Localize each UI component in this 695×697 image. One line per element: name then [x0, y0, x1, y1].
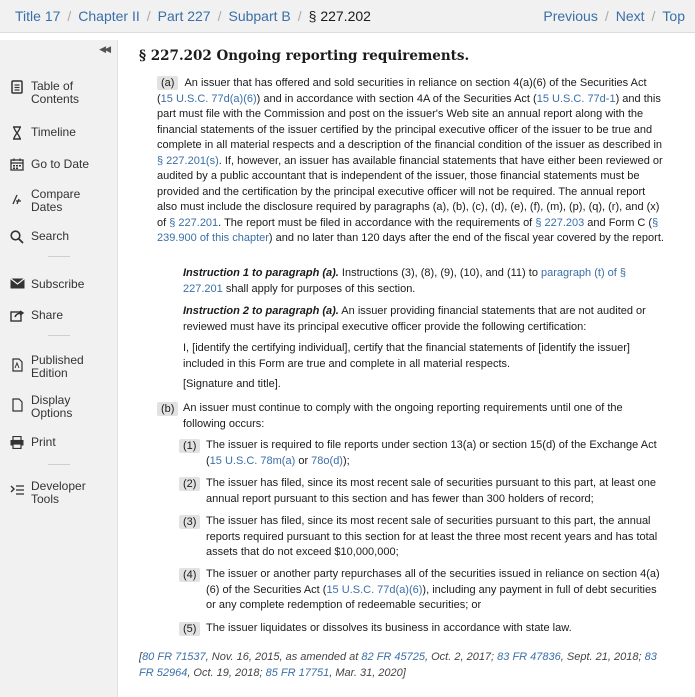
paragraph-text: The issuer or another party repurchases all of the securities issued in reliance on section 4(a)(6) of the Securities Act ( [206, 568, 660, 596]
sidebar-item-timeline[interactable] [8, 126, 114, 140]
sidebar-item-search[interactable] [8, 230, 114, 244]
collapse-sidebar-icon[interactable]: ◀◀ [99, 44, 109, 54]
citation-link[interactable]: 15 U.S.C. 77d-1 [536, 92, 616, 105]
paragraph-text: ) and in accordance with section 4A of the Securities Act ( [256, 92, 537, 105]
citation-link[interactable]: § 227.203 [535, 216, 585, 229]
paragraph-text: ) and no later than 120 days after the end of the fiscal year covered by the report. [268, 232, 664, 244]
paragraph-text: The issuer has filed, since its most recent sale of securities pursuant to this part, the annual reports required pursuant to this section for at least the three most recent years and has total assets that do not exceed $10,000,000; [206, 515, 658, 558]
search-icon [8, 230, 26, 244]
instruction-1 [183, 266, 665, 297]
breadcrumb-separator: / [297, 8, 302, 24]
sidebar-label: Contents [31, 92, 80, 106]
paragraph-text: The issuer liquidates or dissolves its business in accordance with state law. [206, 622, 572, 634]
sidebar-item-share[interactable] [8, 309, 114, 322]
paragraph-b-5 [179, 621, 665, 637]
sidebar-label: Subscribe [31, 277, 85, 291]
sidebar-item-compare-dates[interactable] [8, 188, 114, 214]
pdf-document-icon [8, 358, 26, 372]
sidebar-label: Search [31, 229, 70, 243]
source-text: , Oct. 2, 2017; [425, 651, 498, 663]
sidebar-label: Published [31, 353, 84, 367]
paragraph-label: (1) [179, 439, 200, 453]
paragraph-text: . If, however, an issuer has available financial statements that have either been reviewed or audited by a public accountant that is independent of the issuer, those financial statements must be provided and the certification by the principal executive officer will not be required. The annual report also must include the disclosure required by paragraphs (a), (b), (c), (d), (e), (f), (m), (p), (q), (r), and (x) of [157, 154, 663, 229]
citation-link[interactable]: § 227.201 [169, 216, 219, 229]
paragraph-text: An issuer that has offered and sold securities in reliance on section 4(a)(6) of the Securities Act ( [157, 77, 647, 105]
citation-link[interactable]: 78o(d) [311, 454, 343, 467]
source-text: [ [139, 651, 143, 663]
paragraph-label: (b) [157, 402, 178, 416]
citation-link[interactable]: 15 U.S.C. 78m(a) [209, 454, 296, 467]
paragraph-label: (a) [157, 76, 178, 90]
paragraph-b-4 [179, 567, 665, 614]
paragraph-label: (4) [179, 568, 200, 582]
sidebar-label: Print [31, 435, 56, 449]
breadcrumb [15, 8, 371, 24]
sidebar-item-display-options[interactable] [8, 394, 114, 420]
sidebar-label: Tools [31, 492, 60, 506]
instruction-text: Instructions (3), (8), (9), (10), and (11) to [338, 267, 542, 279]
paragraph-b-2 [179, 476, 665, 507]
fr-citation-link[interactable]: 83 FR 52964 [139, 651, 657, 679]
previous-link[interactable]: Previous [543, 8, 598, 24]
fr-citation-link[interactable]: 83 FR 47836 [497, 651, 561, 663]
top-link[interactable]: Top [662, 8, 685, 24]
paragraph-b [157, 401, 665, 432]
paragraph-text: or [295, 454, 312, 467]
breadcrumb-chapter[interactable]: Chapter II [78, 8, 140, 24]
breadcrumb-separator: / [146, 8, 151, 24]
sidebar-label: Table of [31, 79, 74, 93]
signature-line: [Signature and title]. [183, 378, 281, 390]
paragraph-b-1 [179, 438, 665, 469]
citation-link[interactable]: 15 U.S.C. 77d(a)(6) [160, 92, 257, 105]
paragraph-text: . The report must be filed in accordance with the requirements of [218, 216, 536, 229]
sidebar-label: Display [31, 393, 71, 407]
table-of-contents-icon [8, 80, 26, 94]
citation-link[interactable]: paragraph (t) of § 227.201 [183, 267, 627, 295]
sidebar-label: Developer [31, 479, 86, 493]
sidebar-label: Options [31, 406, 73, 420]
breadcrumb-current: § 227.202 [308, 8, 371, 24]
sidebar-item-go-to-date[interactable] [8, 158, 114, 171]
paragraph-a [157, 76, 665, 247]
paragraph-text: ); [342, 454, 350, 467]
breadcrumb-subpart[interactable]: Subpart B [228, 8, 291, 24]
printer-icon [8, 436, 26, 449]
sidebar [0, 40, 118, 697]
citation-link[interactable]: § 227.201(s) [157, 154, 219, 167]
breadcrumb-separator: / [67, 8, 72, 24]
section-content [139, 48, 679, 64]
sidebar-label: Go to Date [31, 157, 90, 171]
instruction-heading: Instruction 1 to paragraph (a). [183, 267, 339, 279]
section-title: § 227.202 Ongoing reporting requirements. [139, 48, 470, 64]
sidebar-item-developer-tools[interactable] [8, 480, 114, 506]
sidebar-label: Edition [31, 366, 68, 380]
paragraph-label: (3) [179, 515, 200, 529]
share-icon [8, 309, 26, 322]
sidebar-label: Dates [31, 200, 63, 214]
document-icon [8, 398, 26, 412]
pager-separator: / [604, 8, 609, 24]
fr-citation-link[interactable]: 82 FR 45725 [361, 651, 426, 663]
compare-icon [8, 193, 26, 205]
fr-citation-link[interactable]: 80 FR 71537 [142, 651, 206, 663]
instruction-text: shall apply for purposes of this section. [222, 282, 416, 295]
source-text: , Oct. 19, 2018; [187, 666, 266, 679]
sidebar-item-subscribe[interactable] [8, 278, 114, 291]
citation-link[interactable]: 15 U.S.C. 77d(a)(6) [326, 583, 423, 596]
breadcrumb-title[interactable]: Title 17 [15, 8, 61, 24]
sidebar-label: Compare [31, 187, 81, 201]
sidebar-item-table-of-contents[interactable] [8, 80, 114, 106]
sidebar-item-print[interactable] [8, 436, 114, 449]
instruction-text: An issuer providing financial statements that are not audited or reviewed must have its principal executive officer provide the following certification: [183, 305, 646, 333]
paragraph-label: (2) [179, 477, 200, 491]
sidebar-item-published-edition[interactable] [8, 354, 114, 380]
pager-separator: / [651, 8, 656, 24]
source-citation [139, 650, 674, 681]
hourglass-icon [8, 126, 26, 140]
sidebar-divider [48, 335, 70, 336]
sidebar-label: Timeline [31, 125, 76, 139]
paragraph-text: and Form C ( [584, 216, 653, 229]
breadcrumb-separator: / [217, 8, 222, 24]
sidebar-label: Share [31, 308, 64, 322]
calendar-icon [8, 158, 26, 171]
paragraph-text: ), including any payment in full of debt securities or any complete redemption of redeemable securities; or [206, 583, 657, 611]
next-link[interactable]: Next [615, 8, 645, 24]
paragraph-b-3 [179, 514, 665, 561]
breadcrumb-part[interactable]: Part 227 [157, 8, 211, 24]
paragraph-text: The issuer is required to file reports under section 13(a) or section 15(d) of the Exchange Act ( [206, 439, 657, 467]
section-pager [543, 8, 685, 24]
instruction-heading: Instruction 2 to paragraph (a). [183, 305, 339, 317]
sidebar-divider [48, 256, 70, 257]
developer-tools-icon [8, 484, 26, 496]
paragraph-text: ) and this part must file with the Commission and post on the issuer's Web site an annual report along with the financial statements of the issuer certified by the principal executive officer of the issuer to be true and complete in all material respects and a description of the financial condition of the issuer as described in [157, 92, 663, 151]
fr-citation-link[interactable]: 85 FR 17751 [265, 666, 330, 679]
sidebar-divider [48, 464, 70, 465]
top-navigation-bar [0, 0, 695, 33]
certification-text: I, [identify the certifying individual], certify that the financial statements of [identify the issuer] included in this Form are true and complete in all material respects. [183, 342, 630, 370]
source-text: , Sept. 21, 2018; [560, 651, 645, 663]
source-text: , Mar. 31, 2020] [329, 666, 406, 679]
citation-link[interactable]: § 239.900 of this chapter [157, 216, 659, 244]
envelope-icon [8, 278, 26, 289]
paragraph-label: (5) [179, 622, 200, 636]
instruction-2 [183, 304, 665, 335]
paragraph-text: The issuer has filed, since its most recent sale of securities pursuant to this part, at least one annual report pursuant to this section and has fewer than 300 holders of record; [206, 477, 656, 505]
source-text: , Nov. 16, 2015, as amended at [205, 651, 362, 663]
paragraph-text: An issuer must continue to comply with the ongoing reporting requirements until one of the following occurs: [183, 402, 623, 430]
